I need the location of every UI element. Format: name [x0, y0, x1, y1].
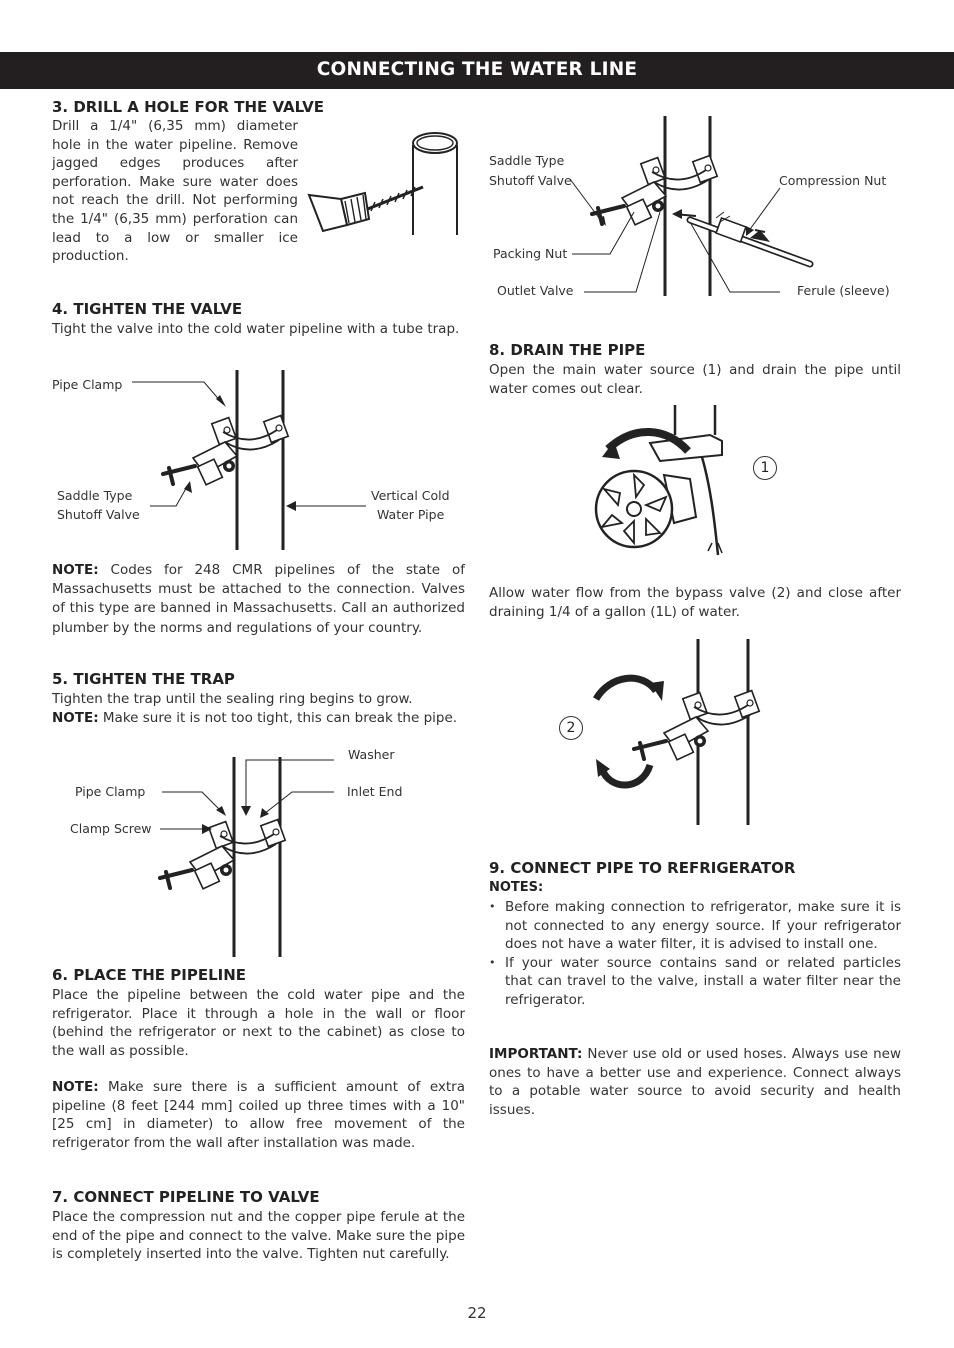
label-vertical-cold: Vertical Cold: [371, 488, 450, 503]
note-label-6: NOTE:: [52, 1079, 99, 1095]
section-4-note: [52, 561, 465, 638]
label-inlet-end: Inlet End: [347, 784, 403, 799]
section-8-title: 8. DRAIN THE PIPE: [489, 341, 646, 359]
important-text: Never use old or used hoses. Always use new ones to have a better use and experience. Connect always to a potable water source to avoid security and health issues.: [489, 1046, 901, 1118]
section-5-text: Tighten the trap until the sealing ring begins to grow.: [52, 691, 413, 707]
section-5-body: [52, 690, 465, 727]
valve-diagram-4: [130, 365, 460, 555]
label-packing-nut: Packing Nut: [493, 246, 568, 261]
label-7-saddle-type: Saddle Type: [489, 153, 565, 168]
bullet-item: • If your water source contains sand or related particles that can travel to the valve, install a water filter near the refrigerator.: [489, 954, 901, 1010]
label-ferule: Ferule (sleeve): [797, 283, 890, 298]
section-4-title: 4. TIGHTEN THE VALVE: [52, 300, 243, 318]
section-6-body: Place the pipeline between the cold water pipe and the refrigerator. Place it through a hole in the wall or floor (behind the refrigerator or next to the cabinet) as close to the wall as possible.: [52, 987, 465, 1059]
label-compression-nut: Compression Nut: [779, 173, 887, 188]
callout-2: 2: [559, 716, 583, 740]
page-title: CONNECTING THE WATER LINE: [316, 59, 638, 80]
callout-1: 1: [753, 456, 777, 480]
note-label: NOTE:: [52, 562, 99, 578]
label-shutoff-valve: Shutoff Valve: [57, 507, 140, 522]
section-3-body: Drill a 1/4" (6,35 mm) diameter hole in the water pipeline. Remove jagged edges produces after perforation. Make sure water does not reach the drill. Not performing the 1/4" (6,35 mm) perforation can lead to a low or smaller ice production.: [52, 118, 298, 265]
important-label: IMPORTANT:: [489, 1046, 583, 1062]
label-pipe-clamp: Pipe Clamp: [52, 377, 123, 392]
label-clamp-screw: Clamp Screw: [70, 821, 152, 836]
section-9-title: 9. CONNECT PIPE TO REFRIGERATOR: [489, 859, 796, 877]
section-9-important: [489, 1045, 901, 1119]
section-9-notes-label: NOTES:: [489, 880, 544, 895]
section-4-body: Tight the valve into the cold water pipeline with a tube trap.: [52, 321, 460, 337]
section-7-title: 7. CONNECT PIPELINE TO VALVE: [52, 1188, 320, 1206]
label-saddle-type: Saddle Type: [57, 488, 133, 503]
note-label-5: NOTE:: [52, 709, 99, 726]
section-6-title: 6. PLACE THE PIPELINE: [52, 966, 247, 984]
section-5-title: 5. TIGHTEN THE TRAP: [52, 670, 235, 688]
note-text: Codes for 248 CMR pipelines of the state of Massachusetts must be attached to the connection. Valves of this type are banned in Massachusetts. Call an authorized plumber by the norms and regulations of your country.: [52, 562, 465, 636]
bypass-valve-illustration: [590, 635, 810, 830]
section-6-note: [52, 1078, 465, 1152]
bullet-item: • Before making connection to refrigerator, make sure it is not connected to any energy source. If your refrigerator does not have a water filter, it is advised to install one.: [489, 898, 901, 954]
section-3-title: 3. DRILL A HOLE FOR THE VALVE: [52, 98, 325, 116]
page-header: [0, 52, 954, 89]
note-text-5: Make sure it is not too tight, this can break the pipe.: [102, 709, 458, 726]
compression-fitting-diagram: [570, 112, 900, 302]
section-8-body-2: Allow water flow from the bypass valve (2) and close after draining 1/4 of a gallon (1L) of water.: [489, 585, 901, 620]
section-7-body: Place the compression nut and the copper pipe ferule at the end of the pipe and connect to the valve. Make sure the pipe is completely inserted into the valve. Tighten nut carefully.: [52, 1209, 465, 1263]
section-8-body: Open the main water source (1) and drain the pipe until water comes out clear.: [489, 362, 901, 397]
drill-illustration: [305, 125, 465, 245]
page-number: 22: [467, 1304, 487, 1322]
main-valve-illustration: [590, 405, 790, 560]
valve-diagram-5: [150, 752, 410, 962]
label-7-shutoff-valve: Shutoff Valve: [489, 173, 572, 188]
note-text-6: Make sure there is a sufficient amount of extra pipeline (8 feet [244 mm] coiled up three times with a 10" [25 cm] in diameter) to allow free movement of the refrigerator from the wall after installation was made.: [52, 1079, 465, 1151]
label-washer: Washer: [348, 747, 395, 762]
label-pipe-clamp-5: Pipe Clamp: [75, 784, 146, 799]
label-water-pipe: Water Pipe: [377, 507, 445, 522]
section-9-bullets: [489, 898, 901, 1010]
label-outlet-valve: Outlet Valve: [497, 283, 574, 298]
